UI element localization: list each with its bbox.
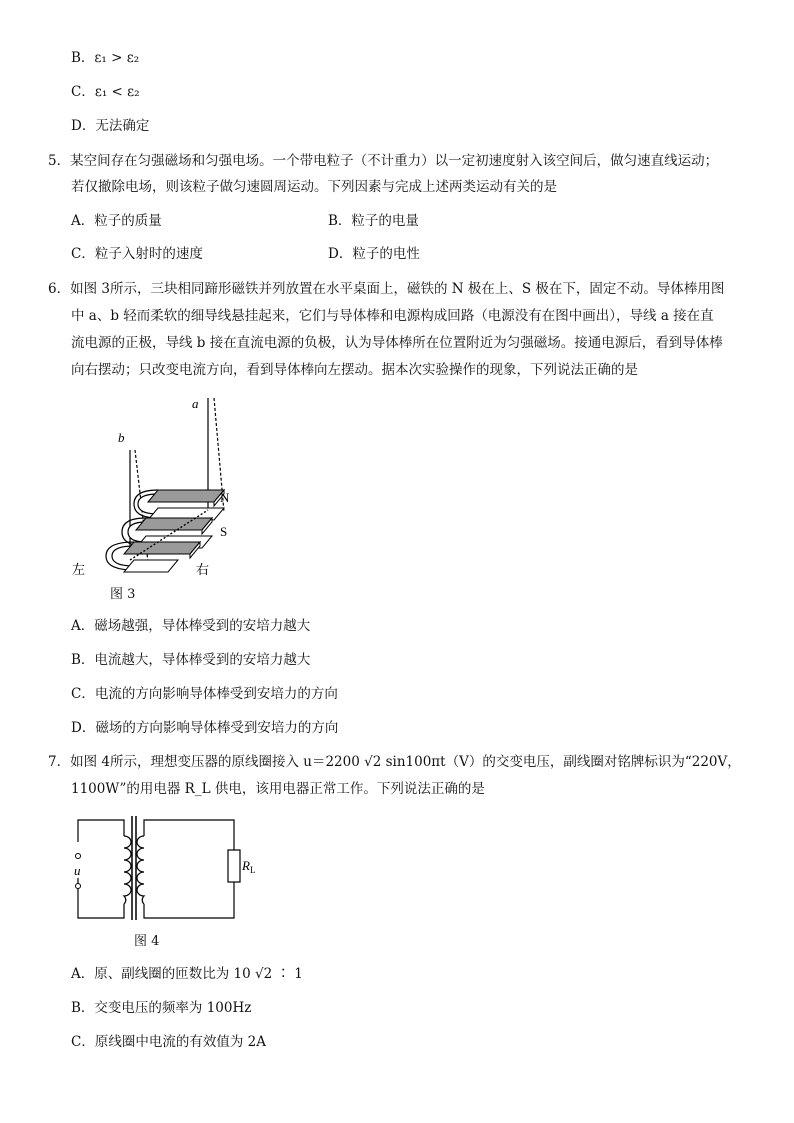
q6-stem-line-1: 6．如图 3所示，三块相同蹄形磁铁并列放置在水平桌面上，磁铁的 N 极在上、S 极在下，固定不动。导体棒用图 xyxy=(48,281,725,297)
label-n-pole: N xyxy=(220,490,230,505)
load-resistor xyxy=(228,850,240,882)
q5-stem-line-1: 5．某空间存在匀强磁场和匀强电场。一个带电粒子（不计重力）以一定初速度射入该空间后，做匀速直线运动； xyxy=(48,153,719,169)
q6-stem-line-4: 向右摆动；只改变电流方向，看到导体棒向左摆动。据本次实验操作的现象，下列说法正确的是 xyxy=(71,362,638,378)
figure-3-magnets xyxy=(66,390,256,582)
figure-4-transformer xyxy=(66,812,256,924)
q5-option-d: D．粒子的电性 xyxy=(328,246,420,262)
secondary-coil xyxy=(137,836,144,904)
q6-stem-line-2: 中 a、b 轻而柔软的细导线悬挂起来，它们与导体棒和电源构成回路（电源没有在图中画出），导线 a 接在直 xyxy=(71,308,714,324)
figure-4-caption: 图 4 xyxy=(134,934,160,949)
q6-option-c: C．电流的方向影响导体棒受到安培力的方向 xyxy=(71,686,338,702)
q4-option-c: C．ε₁ < ε₂ xyxy=(71,84,140,100)
q4-option-d: D．无法确定 xyxy=(71,118,150,134)
label-left: 左 xyxy=(72,562,86,577)
q5-option-b: B．粒子的电量 xyxy=(328,213,419,229)
figure-3-caption: 图 3 xyxy=(110,587,136,602)
label-b: b xyxy=(118,430,125,445)
label-right: 右 xyxy=(196,562,210,577)
magnet-front xyxy=(106,542,200,572)
q7-stem-line-2: 1100W”的用电器 R_L 供电，该用电器正常工作。下列说法正确的是 xyxy=(71,781,485,797)
q7-stem-line-1: 7．如图 4所示，理想变压器的原线圈接入 u＝2200 √2 sin100πt（V）的交变电压，副线圈对铭牌标识为“220V， xyxy=(48,754,741,770)
q4-option-b: B．ε₁ > ε₂ xyxy=(71,50,140,66)
input-terminal-bottom xyxy=(76,884,81,889)
magnet-back xyxy=(134,490,224,520)
q5-option-c: C．粒子入射时的速度 xyxy=(71,246,203,262)
input-terminal-top xyxy=(76,854,81,859)
q6-option-a: A．磁场越强，导体棒受到的安培力越大 xyxy=(71,618,311,634)
label-r-subscript: L xyxy=(249,865,256,875)
q7-option-c: C．原线圈中电流的有效值为 2A xyxy=(71,1034,266,1050)
label-u: u xyxy=(74,863,81,878)
label-a: a xyxy=(192,396,199,411)
q7-option-b: B．交变电压的频率为 100Hz xyxy=(71,1000,252,1016)
label-s-pole: S xyxy=(220,524,228,539)
q6-option-d: D．磁场的方向影响导体棒受到安培力的方向 xyxy=(71,720,339,736)
primary-coil xyxy=(124,836,131,904)
q7-option-a: A．原、副线圈的匝数比为 10 √2 ∶ 1 xyxy=(71,966,303,982)
q5-option-a: A．粒子的质量 xyxy=(71,213,162,229)
label-r: $R_L$ xyxy=(242,858,256,875)
q5-stem-line-2: 若仅撤除电场，则该粒子做匀速圆周运动。下列因素与完成上述两类运动有关的是 xyxy=(71,179,557,195)
q6-option-b: B．电流越大，导体棒受到的安培力越大 xyxy=(71,652,311,668)
q6-stem-line-3: 流电源的正极，导线 b 接在直流电源的负极，认为导体棒所在位置附近为匀强磁场。接通电源后，看到导体棒 xyxy=(71,335,723,351)
